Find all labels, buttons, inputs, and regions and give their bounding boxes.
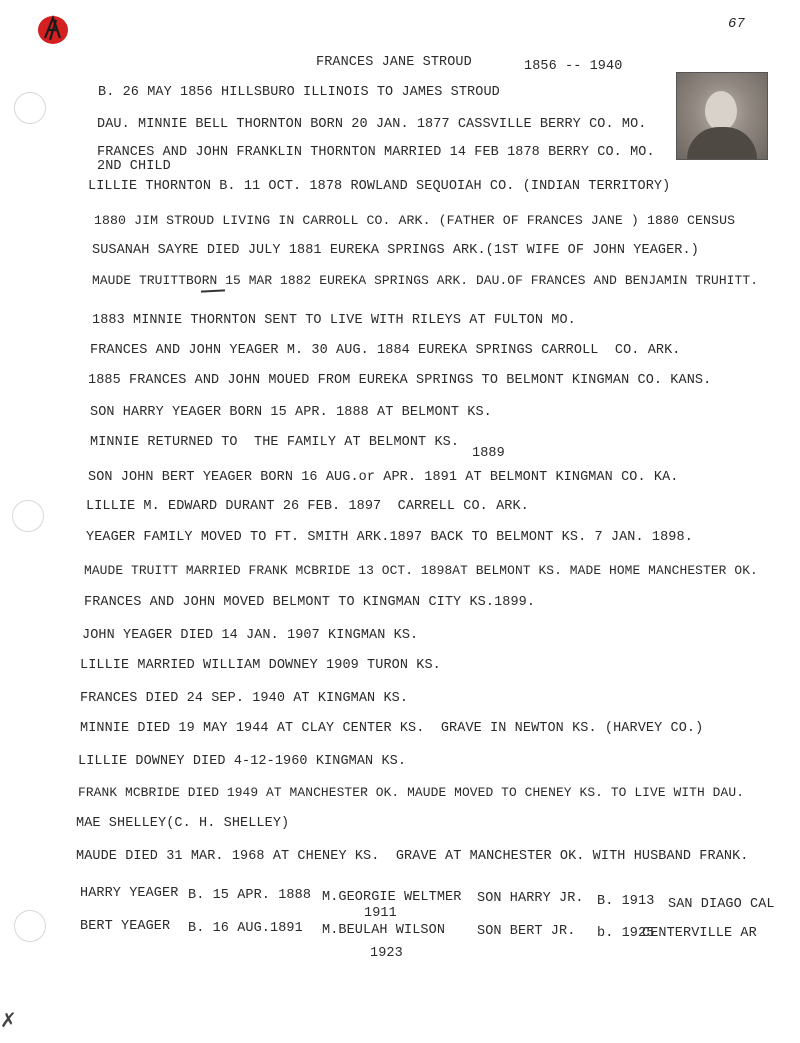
page-number: 67 bbox=[728, 16, 746, 32]
entry-line: MINNIE RETURNED TO THE FAMILY AT BELMONT KS. bbox=[90, 435, 460, 450]
child-birth: B. 16 AUG.1891 bbox=[188, 921, 303, 936]
entry-line: 2ND CHILD bbox=[97, 159, 171, 174]
entry-line: LILLIE DOWNEY DIED 4-12-1960 KINGMAN KS. bbox=[78, 754, 407, 769]
entry-line: MAUDE DIED 31 MAR. 1968 AT CHENEY KS. GRAVE AT MANCHESTER OK. WITH HUSBAND FRANK. bbox=[76, 849, 749, 864]
entry-line: FRANCES AND JOHN YEAGER M. 30 AUG. 1884 EUREKA SPRINGS CARROLL CO. ARK. bbox=[90, 343, 681, 358]
entry-line: YEAGER FAMILY MOVED TO FT. SMITH ARK.1897 BACK TO BELMONT KS. 7 JAN. 1898. bbox=[86, 530, 693, 545]
entry-line: 1880 JIM STROUD LIVING IN CARROLL CO. ARK. (FATHER OF FRANCES JANE ) 1880 CENSUS bbox=[94, 213, 736, 228]
punch-hole bbox=[14, 92, 46, 124]
child-name: HARRY YEAGER bbox=[80, 886, 179, 901]
entry-line: DAU. MINNIE BELL THORNTON BORN 20 JAN. 1877 CASSVILLE BERRY CO. MO. bbox=[97, 117, 647, 132]
entry-line: SON JOHN BERT YEAGER BORN 16 AUG.or APR. 1891 AT BELMONT KINGMAN CO. KA. bbox=[88, 470, 679, 485]
entry-line: FRANK MCBRIDE DIED 1949 AT MANCHESTER OK. MAUDE MOVED TO CHENEY KS. TO LIVE WITH DAU. bbox=[78, 785, 745, 800]
pencil-x-mark: ✗ bbox=[0, 1008, 17, 1032]
entry-line: FRANCES DIED 24 SEP. 1940 AT KINGMAN KS. bbox=[80, 691, 409, 706]
child-birth: B. 15 APR. 1888 bbox=[188, 888, 312, 903]
grandchild-place: SAN DIAGO CAL bbox=[668, 897, 775, 912]
entry-line: 1889 bbox=[472, 446, 505, 461]
entry-line: B. 26 MAY 1856 HILLSBURO ILLINOIS TO JAMES STROUD bbox=[98, 85, 500, 100]
child-spouse: M.GEORGIE WELTMER bbox=[322, 890, 462, 905]
entry-line: LILLIE THORNTON B. 11 OCT. 1878 ROWLAND SEQUOIAH CO. (INDIAN TERRITORY) bbox=[88, 179, 671, 194]
grandchild-place: CENTERVILLE AR bbox=[642, 926, 757, 941]
entry-line: 1883 MINNIE THORNTON SENT TO LIVE WITH RILEYS AT FULTON MO. bbox=[92, 313, 576, 328]
grandchild-birth: b. 1925 bbox=[597, 926, 655, 941]
child-marriage-year: 1911 bbox=[364, 906, 397, 921]
entry-line: FRANCES AND JOHN MOVED BELMONT TO KINGMAN CITY KS.1899. bbox=[84, 595, 536, 610]
portrait-body bbox=[687, 127, 757, 159]
entry-line: SUSANAH SAYRE DIED JULY 1881 EUREKA SPRINGS ARK.(1ST WIFE OF JOHN YEAGER.) bbox=[92, 243, 699, 258]
child-name: BERT YEAGER bbox=[80, 919, 171, 934]
child-spouse: M.BEULAH WILSON bbox=[322, 923, 446, 938]
entry-line: JOHN YEAGER DIED 14 JAN. 1907 KINGMAN KS. bbox=[82, 628, 419, 643]
grandchild-name: SON HARRY JR. bbox=[477, 891, 584, 906]
page-title: FRANCES JANE STROUD bbox=[316, 55, 472, 70]
hand-drawn-stamp-icon bbox=[36, 12, 70, 46]
entry-line: SON HARRY YEAGER BORN 15 APR. 1888 AT BELMONT KS. bbox=[90, 405, 492, 420]
entry-line: LILLIE M. EDWARD DURANT 26 FEB. 1897 CARRELL CO. ARK. bbox=[86, 499, 529, 514]
entry-line: MAUDE TRUITTBORN 15 MAR 1882 EUREKA SPRINGS ARK. DAU.OF FRANCES AND BENJAMIN TRUHITT. bbox=[92, 273, 759, 288]
grandchild-name: SON BERT JR. bbox=[477, 924, 576, 939]
entry-line: LILLIE MARRIED WILLIAM DOWNEY 1909 TURON KS. bbox=[80, 658, 441, 673]
portrait-photo bbox=[676, 72, 768, 160]
handwritten-underline bbox=[201, 289, 225, 292]
page-years: 1856 -- 1940 bbox=[524, 59, 623, 74]
entry-line: 1885 FRANCES AND JOHN MOUED FROM EUREKA SPRINGS TO BELMONT KINGMAN CO. KANS. bbox=[88, 373, 712, 388]
entry-line: FRANCES AND JOHN FRANKLIN THORNTON MARRIED 14 FEB 1878 BERRY CO. MO. bbox=[97, 145, 655, 160]
grandchild-birth: B. 1913 bbox=[597, 894, 655, 909]
entry-line: MAE SHELLEY(C. H. SHELLEY) bbox=[76, 816, 290, 831]
portrait-face bbox=[705, 91, 737, 131]
entry-line: MAUDE TRUITT MARRIED FRANK MCBRIDE 13 OCT. 1898AT BELMONT KS. MADE HOME MANCHESTER OK. bbox=[84, 563, 758, 578]
child-marriage-year: 1923 bbox=[370, 946, 403, 961]
punch-hole bbox=[12, 500, 44, 532]
entry-line: MINNIE DIED 19 MAY 1944 AT CLAY CENTER KS. GRAVE IN NEWTON KS. (HARVEY CO.) bbox=[80, 721, 704, 736]
punch-hole bbox=[14, 910, 46, 942]
